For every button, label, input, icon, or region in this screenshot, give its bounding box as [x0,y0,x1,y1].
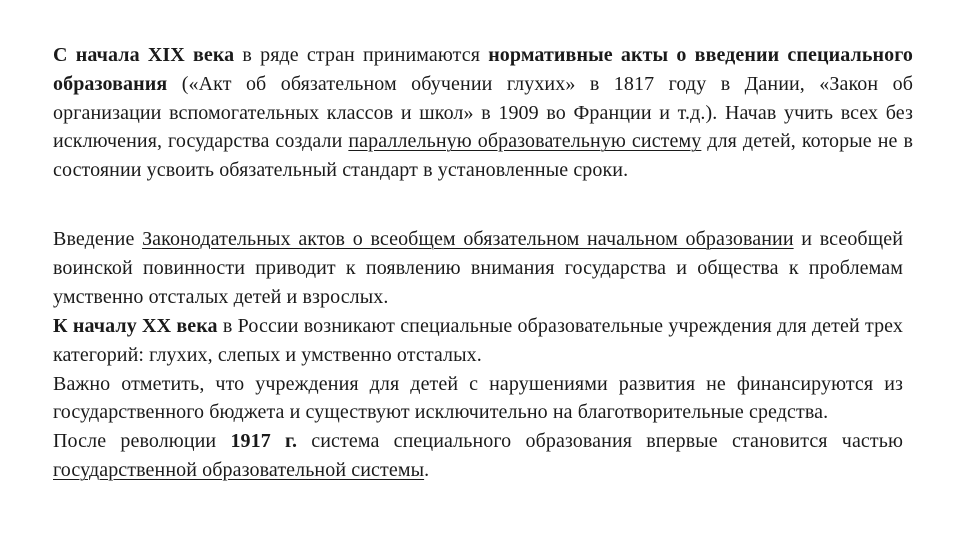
text-fragment: . [424,459,430,482]
paragraph-normative-acts [53,41,913,185]
text-fragment: система специального образования впервые становится частью [297,430,904,453]
bold-phrase-normative-acts: нормативные акты о введении специального образования [53,44,913,95]
text-fragment: в России возникают специальные образовательные учреждения для детей трех категорий: глухих, слепых и умственно отсталых. [53,314,903,366]
bold-phrase-1917: 1917 г. [230,430,298,453]
text-fragment: После революции [53,430,231,453]
text-fragment: («Акт об обязательном обучении глухих» в 1817 году в Дании, «Закон об организации вспомогательных классов и школ» в 1909 во Франции и т.д.). Начав учить всех без исключения, государства создали [53,72,913,153]
underlined-phrase-state-system: государственной образовательной системы [53,459,425,482]
text-block-history [53,41,913,185]
paragraph-revolution [53,427,903,485]
text-fragment: Важно отметить, что учреждения для детей с нарушениями развития не финансируются из государственного бюджета и существуют исключительно на благотворительные средства. [53,372,903,424]
paragraph-20th-century [53,312,903,370]
text-fragment: для детей, которые не в состоянии усвоить обязательный стандарт в установленные сроки. [53,130,913,182]
text-fragment: и всеобщей воинской повинности приводит к появлению внимания государства и общества к проблемам умственно отсталых детей и взрослых. [53,228,903,308]
text-fragment: в ряде стран принимаются [234,44,489,66]
text-fragment: Введение [53,228,143,250]
paragraph-funding [53,370,903,428]
paragraph-legislation [53,225,903,312]
underlined-phrase-parallel-system: параллельную образовательную систему [348,130,702,153]
bold-phrase-19th-century: С начала XIX века [53,44,235,66]
text-block-development [53,225,903,485]
bold-phrase-20th-century: К началу XX века [53,314,218,337]
underlined-phrase-legislation: Законодательных актов о всеобщем обязательном начальном образовании [142,228,794,250]
